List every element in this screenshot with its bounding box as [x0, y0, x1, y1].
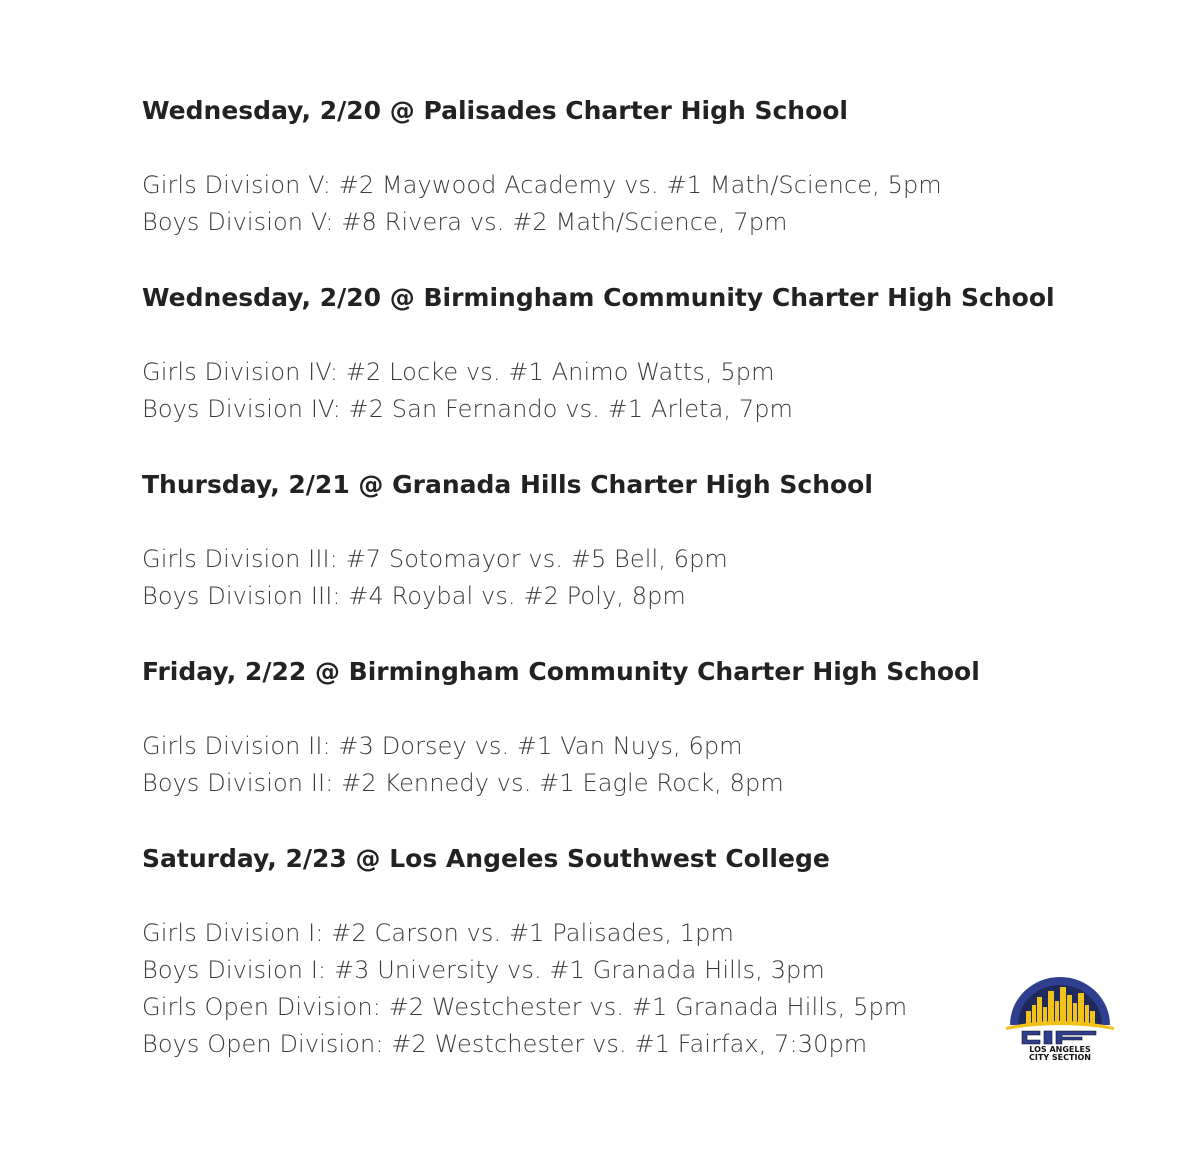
session-wed-birmingham [142, 279, 1055, 428]
game-list [142, 915, 1022, 1063]
session-wed-palisades [142, 92, 1022, 241]
game-line: Girls Division IV: #2 Locke vs. #1 Animo Watts, 5pm [142, 358, 775, 386]
game-line: Girls Division III: #7 Sotomayor vs. #5 Bell, 6pm [142, 545, 728, 573]
logo-line2: CITY SECTION [1029, 1053, 1091, 1060]
game-list [142, 354, 1022, 428]
game-list [142, 167, 1022, 241]
game-line: Boys Division II: #2 Kennedy vs. #1 Eagle Rock, 8pm [142, 769, 784, 797]
game-line: Girls Division V: #2 Maywood Academy vs. #1 Math/Science, 5pm [142, 171, 942, 199]
session-heading: Wednesday, 2/20 @ Birmingham Community Charter High School [142, 283, 1055, 312]
session-heading: Wednesday, 2/20 @ Palisades Charter High School [142, 96, 849, 125]
game-list [142, 728, 1022, 802]
session-fri-birmingham [142, 653, 1022, 802]
logo-wordmark-cif [1022, 1031, 1096, 1044]
game-line: Girls Open Division: #2 Westchester vs. #1 Granada Hills, 5pm [142, 993, 908, 1021]
game-line: Girls Division II: #3 Dorsey vs. #1 Van Nuys, 6pm [142, 732, 743, 760]
game-line: Boys Division IV: #2 San Fernando vs. #1 Arleta, 7pm [142, 395, 794, 423]
game-line: Girls Division I: #2 Carson vs. #1 Palisades, 1pm [142, 919, 734, 947]
session-thu-granada-hills [142, 466, 1022, 615]
logo-line1: LOS ANGELES [1029, 1045, 1091, 1054]
game-line: Boys Division V: #8 Rivera vs. #2 Math/Science, 7pm [142, 208, 788, 236]
session-heading: Saturday, 2/23 @ Los Angeles Southwest College [142, 844, 830, 873]
session-heading: Thursday, 2/21 @ Granada Hills Charter High School [142, 470, 873, 499]
game-line: Boys Open Division: #2 Westchester vs. #1 Fairfax, 7:30pm [142, 1030, 868, 1058]
game-list [142, 541, 1022, 615]
game-line: Boys Division III: #4 Roybal vs. #2 Poly, 8pm [142, 582, 686, 610]
session-heading: Friday, 2/22 @ Birmingham Community Charter High School [142, 657, 980, 686]
cif-city-section-logo [1000, 975, 1120, 1060]
session-sat-lasc [142, 840, 1022, 1063]
schedule [142, 92, 1055, 1063]
game-line: Boys Division I: #3 University vs. #1 Granada Hills, 3pm [142, 956, 825, 984]
